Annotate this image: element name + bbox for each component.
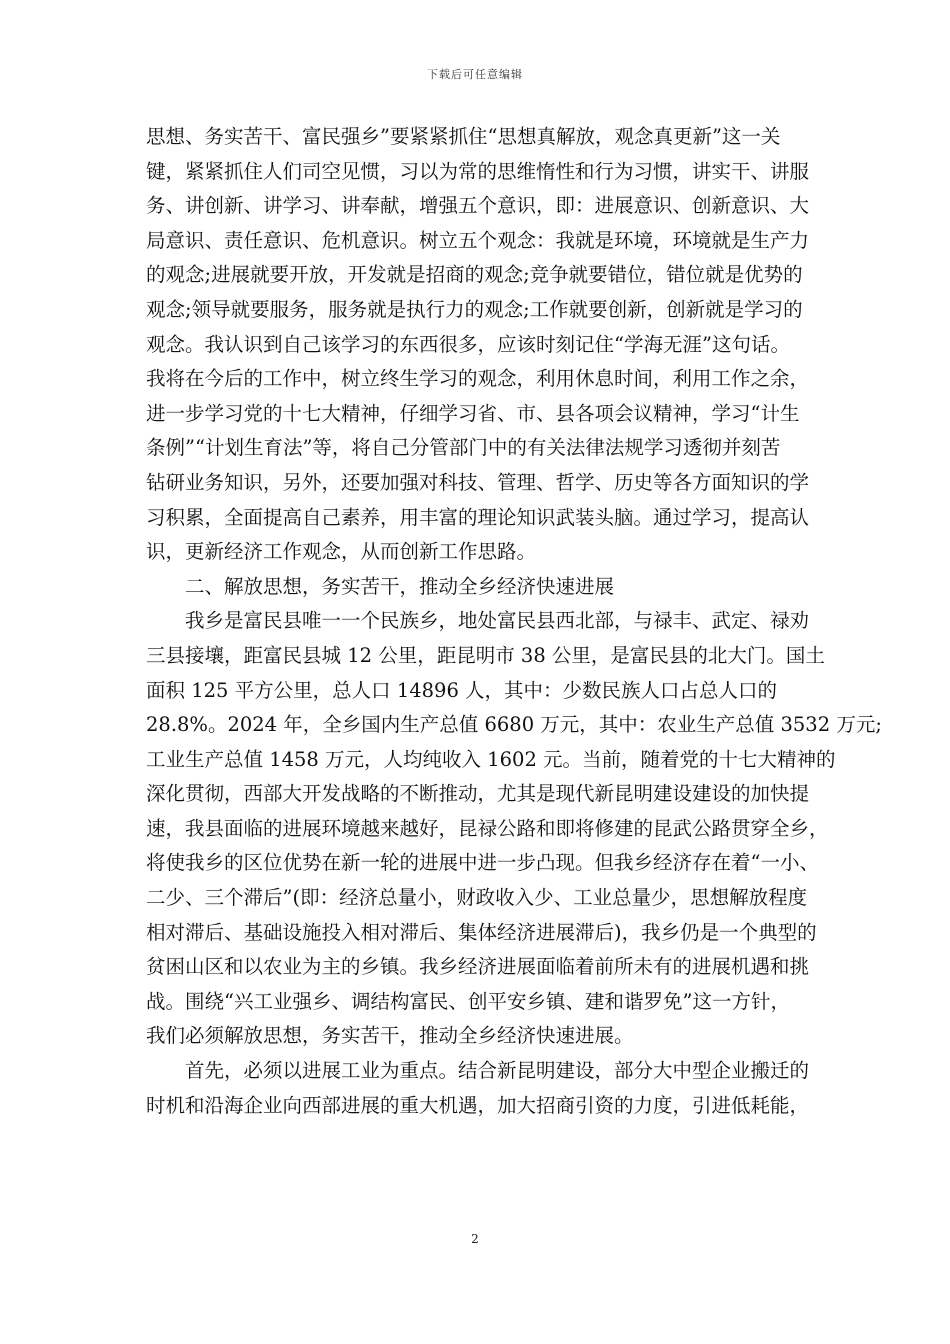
body-text (146, 120, 882, 1123)
text-line: 将使我乡的区位优势在新一轮的进展中进一步凸现。但我乡经济存在着“一小、 (146, 851, 819, 875)
text-line: 首先，必须以进展工业为重点。结合新昆明建设，部分大中型企业搬迁的 (185, 1059, 810, 1083)
text-line: 三县接壤，距富民县城 12 公里，距昆明市 38 公里，是富民县的北大门。国土 (146, 643, 825, 667)
text-line: 贫困山区和以农业为主的乡镇。我乡经济进展面临着前所未有的进展机遇和挑 (146, 955, 810, 979)
text-line: 进一步学习党的十七大精神，仔细学习省、市、县各项会议精神，学习“计生 (146, 401, 800, 425)
text-line: 我将在今后的工作中，树立终生学习的观念，利用休息时间，利用工作之余， (146, 367, 810, 391)
text-line: 28.8%。2024 年，全乡国内生产总值 6680 万元，其中：农业生产总值 3532 万元; (146, 713, 882, 737)
text-line: 局意识、责任意识、危机意识。树立五个观念：我就是环境，环境就是生产力 (146, 228, 810, 252)
text-line: 务、讲创新、讲学习、讲奉献，增强五个意识，即：进展意识、创新意识、大 (146, 194, 810, 218)
text-line: 面积 125 平方公里，总人口 14896 人，其中：少数民族人口占总人口的 (146, 678, 778, 702)
text-line: 的观念;进展就要开放，开发就是招商的观念;竞争就要错位，错位就是优势的 (146, 263, 803, 287)
text-line: 观念;领导就要服务，服务就是执行力的观念;工作就要创新，创新就是学习的 (146, 297, 803, 321)
text-line: 观念。我认识到自己该学习的东西很多，应该时刻记住“学海无涯”这句话。 (146, 332, 790, 356)
text-line: 识，更新经济工作观念，从而创新工作思路。 (146, 540, 537, 564)
text-line: 时机和沿海企业向西部进展的重大机遇，加大招商引资的力度，引进低耗能， (146, 1093, 810, 1117)
text-line: 思想、务实苦干、富民强乡”要紧紧抓住“思想真解放，观念真更新”这一关 (146, 125, 781, 148)
text-line: 钻研业务知识，另外，还要加强对科技、管理、哲学、历史等各方面知识的学 (146, 470, 810, 494)
text-line: 战。围绕“兴工业强乡、调结构富民、创平安乡镇、建和谐罗免”这一方针， (146, 989, 790, 1013)
page-number: 2 (471, 1232, 479, 1246)
text-line: 深化贯彻，西部大开发战略的不断推动，尤其是现代新昆明建设建设的加快提 (146, 782, 810, 806)
text-line: 工业生产总值 1458 万元，人均纯收入 1602 元。当前，随着党的十七大精神的 (146, 747, 836, 771)
text-line: 键，紧紧抓住人们司空见惯，习以为常的思维惰性和行为习惯，讲实干、讲服 (146, 159, 810, 183)
section-heading: 二、解放思想，务实苦干，推动全乡经济快速进展 (185, 574, 615, 598)
text-line: 我们必须解放思想，务实苦干，推动全乡经济快速进展。 (146, 1024, 634, 1048)
text-line: 我乡是富民县唯一一个民族乡，地处富民县西北部，与禄丰、武定、禄劝 (185, 609, 810, 633)
text-line: 相对滞后、基础设施投入相对滞后、集体经济进展滞后)，我乡仍是一个典型的 (146, 920, 817, 944)
text-line: 速，我县面临的进展环境越来越好，昆禄公路和即将修建的昆武公路贯穿全乡， (146, 816, 829, 840)
text-line: 习积累，全面提高自己素养，用丰富的理论知识武装头脑。通过学习，提高认 (146, 505, 810, 529)
text-line: 条例”“计划生育法”等，将自己分管部门中的有关法律法规学习透彻并刻苦 (146, 436, 781, 460)
text-line: 二少、三个滞后”(即：经济总量小，财政收入少、工业总量少，思想解放程度 (146, 886, 808, 910)
page-header: 下载后可任意编辑 (427, 68, 523, 81)
